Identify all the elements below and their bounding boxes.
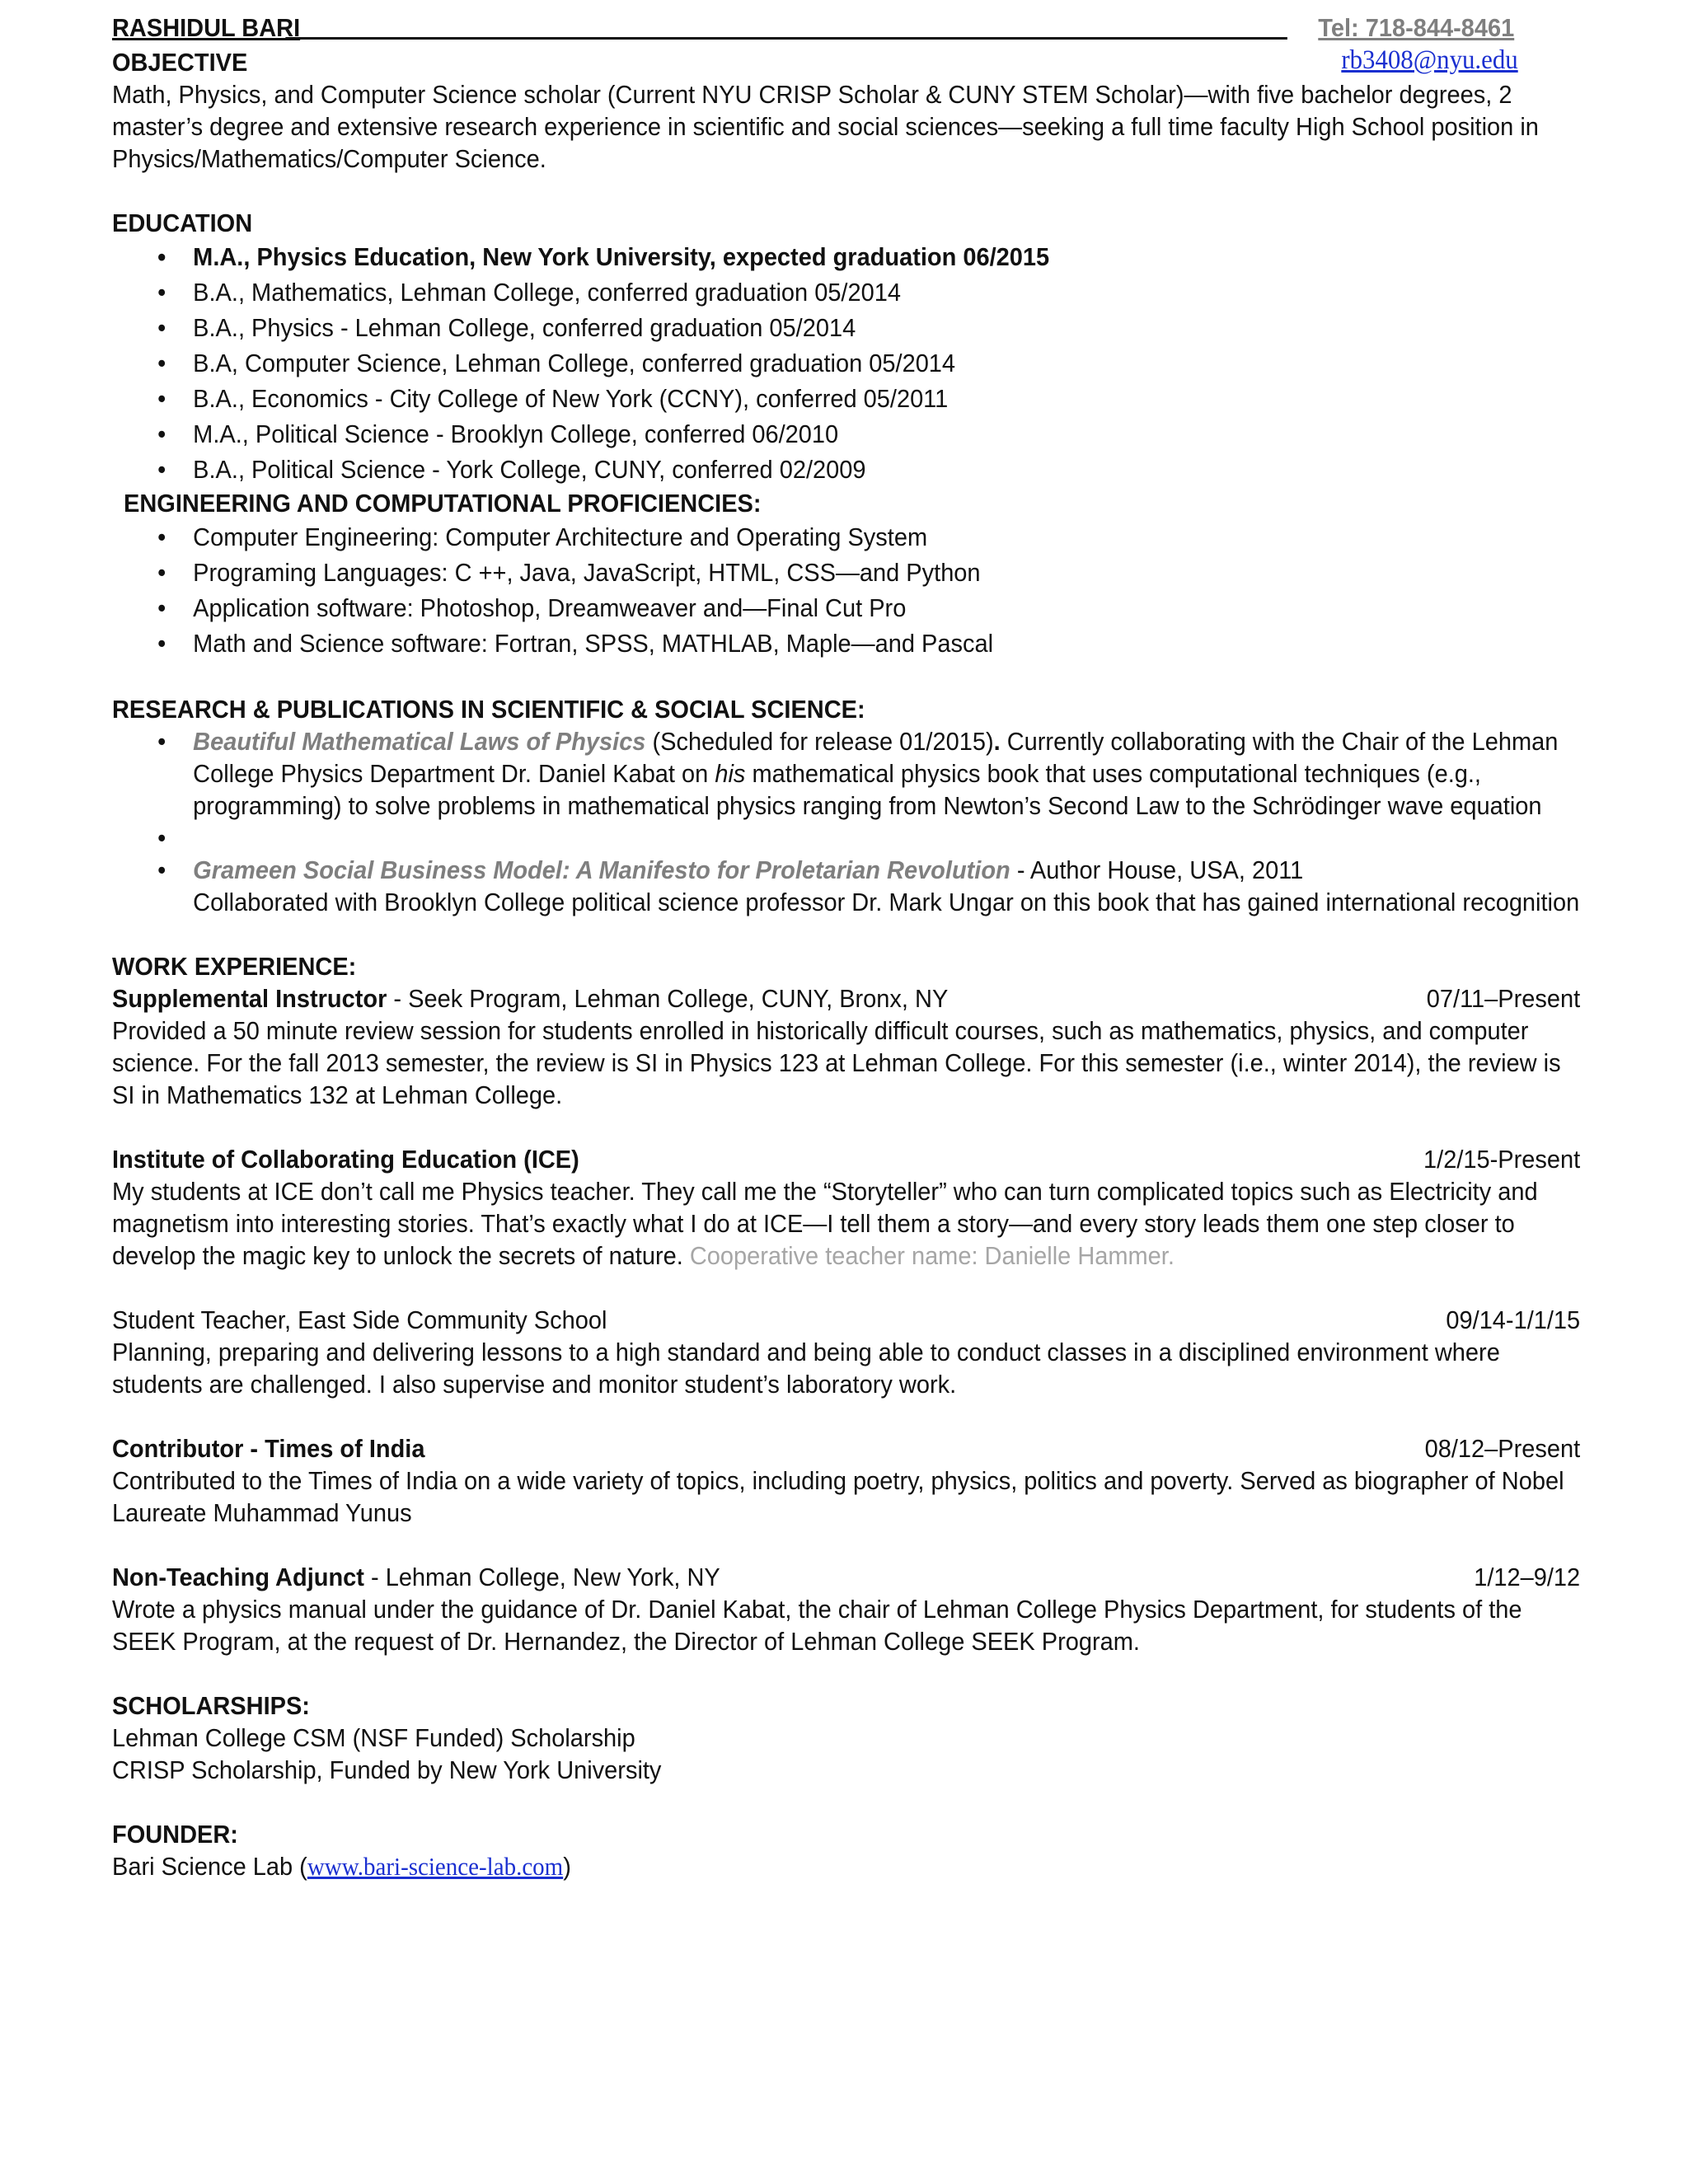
founder-website-link[interactable]: www.bari-science-lab.com <box>307 1852 564 1881</box>
job-description <box>112 1175 1580 1272</box>
job-description-text: My students at ICE don’t call me Physics teacher. They call me the “Storyteller” who can turn complicated topics such as Electricity and magnetism into interesting stories. That’s exactly what I do at ICE—I tell them a story—and every story leads them one step closer to develop the magic key to unlock the secrets of nature. <box>112 1177 1538 1270</box>
job-header <box>112 1304 1580 1336</box>
book-publisher: - Author House, USA, 2011 <box>1010 855 1304 884</box>
proficiency-item: • Application software: Photoshop, Dreamweaver and—Final Cut Pro <box>193 590 1580 626</box>
job-description: Wrote a physics manual under the guidance of Dr. Daniel Kabat, the chair of Lehman College Physics Department, for students of the SEEK Program, at the request of Dr. Hernandez, the Director of Lehman College SEEK Program. <box>112 1595 1522 1656</box>
education-item: • B.A., Political Science - York College, CUNY, conferred 02/2009 <box>193 452 1580 487</box>
job-description: Contributed to the Times of India on a wide variety of topics, including poetry, physics, politics and poverty. Served as biographer of Nobel Laureate Muhammad Yunus <box>112 1466 1564 1527</box>
proficiencies-heading: ENGINEERING AND COMPUTATIONAL PROFICIENCIES: <box>124 489 762 518</box>
book-desc-a: Currently collaborating with the Chair of the Lehman College Physics Department Dr. Daniel Kabat on <box>193 727 1559 788</box>
job-header <box>112 1432 1580 1465</box>
research-list <box>112 725 1580 918</box>
job-description: Planning, preparing and delivering lessons to a high standard and being able to conduct classes in a disciplined environment where students are challenged. I also supervise and monitor student’s laboratory work. <box>112 1338 1500 1399</box>
spacer <box>112 661 1580 693</box>
book-desc: Collaborated with Brooklyn College political science professor Dr. Mark Ungar on this book that has gained international recognition <box>193 888 1580 916</box>
spacer <box>112 1657 1580 1690</box>
spacer <box>112 1111 1580 1143</box>
education-list <box>112 239 1580 487</box>
spacer <box>112 1786 1580 1818</box>
job-dates: 09/14-1/1/15 <box>1446 1305 1581 1334</box>
job-role: Student Teacher, East Side Community School <box>112 1305 607 1334</box>
job-header <box>112 1143 1580 1175</box>
job-note: Cooperative teacher name: Danielle Hammer. <box>689 1241 1175 1270</box>
research-spacer <box>193 822 1580 854</box>
book-desc-em: his <box>715 759 746 788</box>
proficiency-item: • Programing Languages: C ++, Java, JavaScript, HTML, CSS—and Python <box>193 555 1580 590</box>
spacer <box>112 918 1580 950</box>
email-link[interactable]: rb3408@nyu.edu <box>1341 45 1518 75</box>
book-period: . <box>993 727 1001 756</box>
job-role: Institute of Collaborating Education (ICE) <box>112 1145 579 1174</box>
job-role: Contributor - Times of India <box>112 1434 425 1463</box>
job-header <box>112 1561 1580 1593</box>
proficiency-item: • Computer Engineering: Computer Architecture and Operating System <box>193 519 1580 555</box>
founder-heading: FOUNDER: <box>112 1820 238 1849</box>
scholarship-item: Lehman College CSM (NSF Funded) Scholarship <box>112 1723 635 1752</box>
job-dates: 1/12–9/12 <box>1474 1563 1581 1591</box>
education-item: • M.A., Political Science - Brooklyn College, conferred 06/2010 <box>193 416 1580 452</box>
research-heading: RESEARCH & PUBLICATIONS IN SCIENTIFIC & SOCIAL SCIENCE: <box>112 695 865 724</box>
job-header <box>112 982 1580 1015</box>
research-item <box>193 854 1580 918</box>
job-role: Supplemental Instructor <box>112 984 387 1013</box>
spacer <box>112 1400 1580 1432</box>
education-item: • B.A, Computer Science, Lehman College, conferred graduation 05/2014 <box>193 345 1580 381</box>
job-description: Provided a 50 minute review session for students enrolled in historically difficult courses, such as mathematics, physics, and computer science. For the fall 2013 semester, the review is SI in Physics 123 at Lehman College. For this semester (i.e., winter 2014), the review is SI in Mathematics 132 at Lehman College. <box>112 1016 1561 1109</box>
proficiency-item: • Math and Science software: Fortran, SPSS, MATHLAB, Maple—and Pascal <box>193 626 1580 661</box>
book-release: (Scheduled for release 01/2015) <box>645 727 994 756</box>
founder-line <box>112 1850 1580 1882</box>
education-item: • M.A., Physics Education, New York University, expected graduation 06/2015 <box>193 239 1580 274</box>
objective-text: Math, Physics, and Computer Science scholar (Current NYU CRISP Scholar & CUNY STEM Scholar)—with five bachelor degrees, 2 master’s degree and extensive research experience in scientific and social sciences—seeking a full time faculty High School position in Physics/Mathematics/Computer Science. <box>112 80 1539 173</box>
job-place: - Seek Program, Lehman College, CUNY, Bronx, NY <box>387 984 949 1013</box>
education-item: • B.A., Physics - Lehman College, conferred graduation 05/2014 <box>193 310 1580 345</box>
resume-sheet <box>112 12 1581 1882</box>
job-dates: 08/12–Present <box>1424 1434 1581 1463</box>
spacer <box>112 1272 1580 1304</box>
education-heading: EDUCATION <box>112 209 253 237</box>
book-desc-b: mathematical physics book that uses computational techniques (e.g., programming) to solve problems in mathematical physics ranging from Newton’s Second Law to the Schrödinger wave equation <box>193 759 1542 820</box>
scholarship-item: CRISP Scholarship, Funded by New York University <box>112 1755 662 1784</box>
job-dates: 07/11–Present <box>1426 984 1581 1013</box>
telephone: Tel: 718-844-8461 <box>1318 13 1515 42</box>
founder-name: Bari Science Lab ( <box>112 1852 307 1881</box>
book-title: Grameen Social Business Model: A Manifesto for Proletarian Revolution <box>193 855 1010 884</box>
spacer <box>112 175 1580 207</box>
founder-close: ) <box>563 1852 571 1881</box>
job-dates: 1/2/15-Present <box>1423 1145 1581 1174</box>
job-role: Non-Teaching Adjunct <box>112 1563 364 1591</box>
book-title: Beautiful Mathematical Laws of Physics <box>193 727 646 756</box>
education-item: • B.A., Mathematics, Lehman College, conferred graduation 05/2014 <box>193 274 1580 310</box>
scholarships-heading: SCHOLARSHIPS: <box>112 1691 310 1720</box>
header-rule <box>285 37 1287 40</box>
job-place: - Lehman College, New York, NY <box>363 1563 720 1591</box>
candidate-name: RASHIDUL BARI <box>112 13 301 42</box>
work-heading: WORK EXPERIENCE: <box>112 952 357 981</box>
proficiencies-list <box>112 519 1580 661</box>
research-item <box>193 725 1580 822</box>
spacer <box>112 1529 1580 1561</box>
objective-heading: OBJECTIVE <box>112 48 248 77</box>
education-item: • B.A., Economics - City College of New York (CCNY), conferred 05/2011 <box>193 381 1580 416</box>
